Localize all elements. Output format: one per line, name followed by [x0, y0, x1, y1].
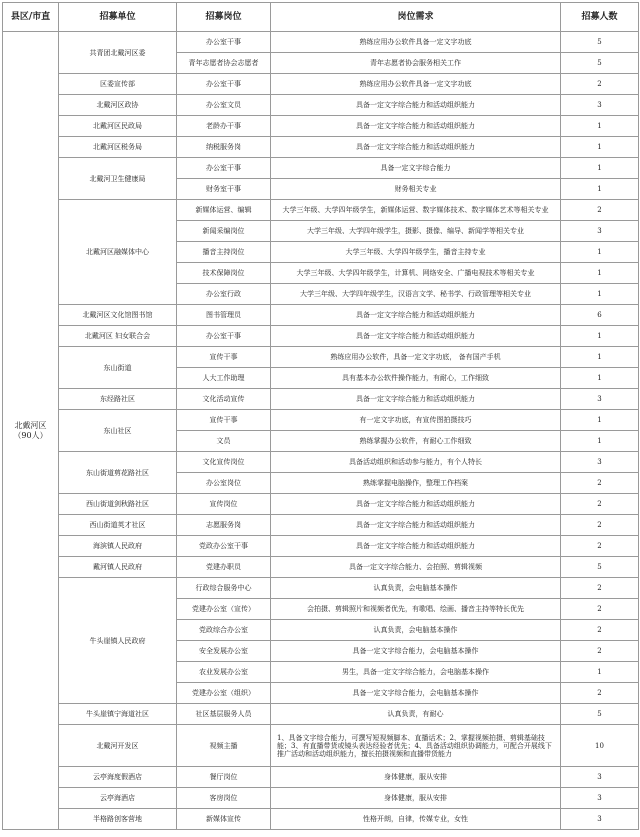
post-cell: 办公室干事 [177, 74, 271, 95]
table-row [3, 326, 639, 347]
unit-cell: 东山街道剪花路社区 [59, 452, 177, 494]
count-cell: 1 [561, 431, 639, 452]
unit-cell: 共青团北戴河区委 [59, 32, 177, 74]
count-cell: 5 [561, 53, 639, 74]
count-cell: 1 [561, 158, 639, 179]
count-cell: 2 [561, 599, 639, 620]
post-cell: 老龄办干事 [177, 116, 271, 137]
unit-cell: 北戴河开发区 [59, 725, 177, 767]
unit-cell: 海滨镇人民政府 [59, 536, 177, 557]
requirement-cell: 具备一定文字综合能力和活动组织能力 [271, 494, 561, 515]
unit-cell: 北戴河区税务局 [59, 137, 177, 158]
count-cell: 3 [561, 767, 639, 788]
table-row [3, 200, 639, 221]
post-cell: 党建办公室（组织） [177, 683, 271, 704]
post-cell: 图书管理员 [177, 305, 271, 326]
unit-cell: 云亭海度假酒店 [59, 767, 177, 788]
table-row [3, 452, 639, 473]
count-cell: 3 [561, 452, 639, 473]
requirement-cell: 具备一定文字综合能力和活动组织能力 [271, 389, 561, 410]
requirement-cell: 具备活动组织和活动参与能力，有个人特长 [271, 452, 561, 473]
requirement-cell: 具备一定文字综合能力，会电脑基本操作 [271, 641, 561, 662]
post-cell: 党建办公室（宣传） [177, 599, 271, 620]
count-cell: 1 [561, 179, 639, 200]
post-cell: 新闻采编岗位 [177, 221, 271, 242]
requirement-cell: 性格开朗，自律，传媒专业，女性 [271, 809, 561, 830]
post-cell: 文化活动宣传 [177, 389, 271, 410]
count-cell: 1 [561, 263, 639, 284]
post-cell: 办公室岗位 [177, 473, 271, 494]
requirement-cell: 认真负责，会电脑基本操作 [271, 578, 561, 599]
count-cell: 2 [561, 536, 639, 557]
post-cell: 党建办职员 [177, 557, 271, 578]
unit-cell: 戴河镇人民政府 [59, 557, 177, 578]
count-cell: 10 [561, 725, 639, 767]
count-cell: 1 [561, 284, 639, 305]
post-cell: 视频主播 [177, 725, 271, 767]
post-cell: 人大工作助理 [177, 368, 271, 389]
unit-cell: 东经路社区 [59, 389, 177, 410]
count-cell: 5 [561, 32, 639, 53]
requirement-cell: 具备一定文字综合能力和活动组织能力 [271, 515, 561, 536]
unit-cell: 半格路创客营地 [59, 809, 177, 830]
count-cell: 1 [561, 368, 639, 389]
header-unit: 招募单位 [59, 3, 177, 32]
requirement-cell: 青年志愿者协会服务相关工作 [271, 53, 561, 74]
post-cell: 餐厅岗位 [177, 767, 271, 788]
post-cell: 办公室干事 [177, 326, 271, 347]
requirement-cell: 熟练应用办公软件具备一定文字功底 [271, 74, 561, 95]
requirement-cell: 大学三年级、大学四年级学生，摄影、摄像、编导、新闻学等相关专业 [271, 221, 561, 242]
table-row [3, 137, 639, 158]
table-row [3, 116, 639, 137]
post-cell: 客房岗位 [177, 788, 271, 809]
count-cell: 2 [561, 515, 639, 536]
unit-cell: 东山社区 [59, 410, 177, 452]
requirement-cell: 熟练掌握办公软件，有耐心工作细致 [271, 431, 561, 452]
post-cell: 党政办公室干事 [177, 536, 271, 557]
post-cell: 纳税服务岗 [177, 137, 271, 158]
count-cell: 3 [561, 389, 639, 410]
table-row [3, 410, 639, 431]
county-cell [3, 32, 59, 830]
count-cell: 2 [561, 641, 639, 662]
recruitment-table [2, 2, 639, 830]
unit-cell: 东山街道 [59, 347, 177, 389]
count-cell: 2 [561, 200, 639, 221]
count-cell: 6 [561, 305, 639, 326]
post-cell: 办公室行政 [177, 284, 271, 305]
count-cell: 2 [561, 473, 639, 494]
post-cell: 行政综合服务中心 [177, 578, 271, 599]
table-row [3, 32, 639, 53]
table-row [3, 305, 639, 326]
unit-cell: 区委宣传部 [59, 74, 177, 95]
requirement-cell: 认真负责，有耐心 [271, 704, 561, 725]
requirement-cell: 具备一定文字综合能力和活动组织能力 [271, 305, 561, 326]
header-post: 招募岗位 [177, 3, 271, 32]
requirement-cell: 具备一定文字综合能力，会电脑基本操作 [271, 683, 561, 704]
post-cell: 安全发展办公室 [177, 641, 271, 662]
table-row [3, 95, 639, 116]
table-row [3, 515, 639, 536]
table-row [3, 347, 639, 368]
post-cell: 志愿服务岗 [177, 515, 271, 536]
table-row [3, 704, 639, 725]
count-cell: 2 [561, 683, 639, 704]
count-cell: 1 [561, 662, 639, 683]
post-cell: 社区基层服务人员 [177, 704, 271, 725]
post-cell: 财务室干事 [177, 179, 271, 200]
count-cell: 1 [561, 410, 639, 431]
requirement-cell: 会拍摄、剪辑照片和视频者优先，有歌唱、绘画、播音主持等特长优先 [271, 599, 561, 620]
requirement-cell: 财务相关专业 [271, 179, 561, 200]
table-row [3, 725, 639, 767]
count-cell: 2 [561, 620, 639, 641]
table-row [3, 158, 639, 179]
requirement-cell: 具备一定文字综合能力 [271, 158, 561, 179]
requirement-cell: 认真负责，会电脑基本操作 [271, 620, 561, 641]
requirement-cell: 具备一定文字综合能力和活动组织能力 [271, 326, 561, 347]
header-count: 招募人数 [561, 3, 639, 32]
requirement-cell: 具有基本办公软件操作能力，有耐心，工作细致 [271, 368, 561, 389]
post-cell: 文化宣传岗位 [177, 452, 271, 473]
requirement-cell: 男生，具备一定文字综合能力，会电脑基本操作 [271, 662, 561, 683]
requirement-cell: 具备一定文字综合能力和活动组织能力 [271, 95, 561, 116]
requirement-cell: 具备一定文字综合能力、会拍照、剪辑视频 [271, 557, 561, 578]
unit-cell: 北戴河区融媒体中心 [59, 200, 177, 305]
post-cell: 办公室干事 [177, 32, 271, 53]
post-cell: 青年志愿者协会志愿者 [177, 53, 271, 74]
post-cell: 办公室文员 [177, 95, 271, 116]
post-cell: 播音主持岗位 [177, 242, 271, 263]
count-cell: 1 [561, 326, 639, 347]
table-row [3, 557, 639, 578]
requirement-cell: 大学三年级、大学四年级学生，新媒体运营、数字媒体技术、数字媒体艺术等相关专业 [271, 200, 561, 221]
header-county: 县区/市直 [3, 3, 59, 32]
count-cell: 1 [561, 347, 639, 368]
requirement-cell: 熟练掌握电脑操作，整理工作档案 [271, 473, 561, 494]
requirement-cell: 熟练应用办公软件具备一定文字功底 [271, 32, 561, 53]
requirement-cell: 大学三年级、大学四年级学生，播音主持专业 [271, 242, 561, 263]
table-row [3, 74, 639, 95]
table-row [3, 767, 639, 788]
table-row [3, 536, 639, 557]
post-cell: 宣传岗位 [177, 494, 271, 515]
requirement-cell: 身体健康，服从安排 [271, 788, 561, 809]
requirement-cell: 有一定文字功底，有宣传图拍摄技巧 [271, 410, 561, 431]
requirement-cell: 具备一定文字综合能力和活动组织能力 [271, 116, 561, 137]
count-cell: 3 [561, 809, 639, 830]
post-cell: 党政综合办公室 [177, 620, 271, 641]
requirement-cell: 大学三年级、大学四年级学生，汉语言文学、秘书学、行政管理等相关专业 [271, 284, 561, 305]
post-cell: 新媒体宣传 [177, 809, 271, 830]
header-requirement: 岗位需求 [271, 3, 561, 32]
count-cell: 1 [561, 137, 639, 158]
requirement-cell: 1、具备文字综合能力，可撰写短视频脚本、直播话术；2、掌握视频拍摄、剪辑基础技能；3、有直播带货或镜头表达经验者优先；4、具备活动组织协调能力，可配合开展线下推广活动和活动组织能力，擅长拍摄视频和直播带货能力 [271, 725, 561, 767]
table-row [3, 389, 639, 410]
header-row [3, 3, 639, 32]
count-cell: 5 [561, 704, 639, 725]
count-cell: 2 [561, 578, 639, 599]
post-cell: 新媒体运营、编辑 [177, 200, 271, 221]
count-cell: 3 [561, 788, 639, 809]
unit-cell: 云亭海酒店 [59, 788, 177, 809]
unit-cell: 西山街道剑秋路社区 [59, 494, 177, 515]
unit-cell: 牛头崖镇宁海道社区 [59, 704, 177, 725]
unit-cell: 牛头崖镇人民政府 [59, 578, 177, 704]
count-cell: 5 [561, 557, 639, 578]
table-row [3, 788, 639, 809]
post-cell: 宣传干事 [177, 410, 271, 431]
unit-cell: 北戴河区政协 [59, 95, 177, 116]
post-cell: 宣传干事 [177, 347, 271, 368]
requirement-cell: 大学三年级、大学四年级学生，计算机、网络安全、广播电视技术等相关专业 [271, 263, 561, 284]
count-cell: 3 [561, 95, 639, 116]
count-cell: 1 [561, 242, 639, 263]
unit-cell: 北戴河区文化馆图书馆 [59, 305, 177, 326]
requirement-cell: 具备一定文字综合能力和活动组织能力 [271, 137, 561, 158]
post-cell: 农业发展办公室 [177, 662, 271, 683]
unit-cell: 北戴河区 妇女联合会 [59, 326, 177, 347]
count-cell: 3 [561, 221, 639, 242]
count-cell: 1 [561, 116, 639, 137]
table-row [3, 809, 639, 830]
county-name: 北戴河区 [14, 420, 47, 430]
unit-cell: 北戴河区民政局 [59, 116, 177, 137]
county-total: （90人） [13, 430, 48, 440]
table-row [3, 494, 639, 515]
requirement-cell: 身体健康，服从安排 [271, 767, 561, 788]
post-cell: 技术保障岗位 [177, 263, 271, 284]
count-cell: 2 [561, 494, 639, 515]
unit-cell: 北戴河卫生健康局 [59, 158, 177, 200]
post-cell: 文员 [177, 431, 271, 452]
table-row [3, 578, 639, 599]
unit-cell: 西山街道英才社区 [59, 515, 177, 536]
count-cell: 2 [561, 74, 639, 95]
requirement-cell: 具备一定文字综合能力和活动组织能力 [271, 536, 561, 557]
post-cell: 办公室干事 [177, 158, 271, 179]
requirement-cell: 熟练应用办公软件，具备一定文字功底， 备有国产手机 [271, 347, 561, 368]
